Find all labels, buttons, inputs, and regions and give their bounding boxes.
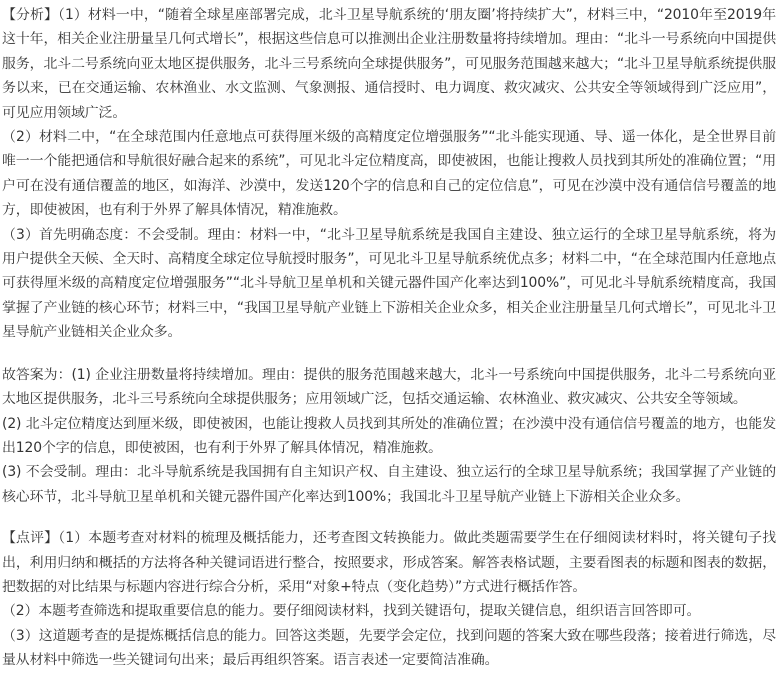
comment-paragraph-3: （3）这道题考查的是提炼概括信息的能力。回答这类题，先要学会定位，找到问题的答案大致在哪些段落；接着进行筛选，尽量从材料中筛选一些关键词句出来；最后再组织答案。语言表述一定要简洁准确。 [2,627,776,669]
answer-paragraph-1: 故答案为：(1) 企业注册数量将持续增加。理由：提供的服务范围越来越大，北斗一号系统向中国提供服务，北斗二号系统向亚太地区提供服务，北斗三号系统向全球提供服务；应用领域广泛，包括交通运输、农林渔业、救灾减灾、公共安全等领域。 [2,366,776,408]
answer-paragraph-2: (2) 北斗定位精度达到厘米级，即使被困，也能让搜救人员找到其所处的准确位置；在沙漠中没有通信信号覆盖的地方，也能发出120个字的信息，即使被困，也有利于外界了解具体情况，精准施救。 [2,415,776,456]
answer-section [2,363,776,509]
analysis-paragraph-2: （2）材料二中，“在全球范围内任意地点可获得厘米级的高精度定位增强服务”“北斗能实现通、导、遥一体化，是全世界目前唯一一个能把通信和导航很好融合起来的系统”，可见北斗定位精度高，即使被困，也能让搜救人员找到其所处的准确位置；“用户可在没有通信覆盖的地区，如海洋、沙漠中，发送120个字的信息和自己的定位信息”，可见在沙漠中没有通信信号覆盖的地方，即使被困，也有利于外界了解具体情况，精准施救。 [2,129,776,219]
comment-paragraph-1: 【点评】（1）本题考查对材料的梳理及概括能力，还考查图文转换能力。做此类题需要学生在仔细阅读材料时，将关键句子找出，利用归纳和概括的方法将各种关键词语进行整合，按照要求，形成答案。解答表格试题，主要看图表的标题和图表的数据，把数据的对比结果与标题内容进行综合分析，采用“对象+特点（变化趋势）”方式进行概括作答。 [2,530,776,595]
document-page [0,3,780,669]
analysis-paragraph-3: （3）首先明确态度：不会受制。理由：材料一中，“北斗卫星导航系统是我国自主建设、独立运行的全球卫星导航系统，将为用户提供全天候、全天时、高精度全球定位导航授时服务”，可见北斗卫星导航系统优点多；材料二中，“在全球范围内任意地点可获得厘米级的高精度定位增强服务”“北斗导航卫星单机和关键元器件国产化率达到100%”，可见北斗导航系统精度高，我国掌握了产业链的核心环节；材料三中，“我国卫星导航产业链上下游相关企业众多，相关企业注册量呈几何式增长”，可见北斗卫星导航产业链相关企业众多。 [2,226,776,341]
comment-paragraph-2: （2）本题考查筛选和提取重要信息的能力。要仔细阅读材料，找到关键语句，提取关键信息，组织语言回答即可。 [2,603,701,620]
answer-paragraph-3: (3) 不会受制。理由：北斗导航系统是我国拥有自主知识产权、自主建设、独立运行的全球卫星导航系统；我国掌握了产业链的核心环节，北斗导航卫星单机和关键元器件国产化率达到100%；我国北斗卫星导航产业链上下游相关企业众多。 [2,464,776,505]
section-spacer [2,509,776,526]
comment-section [2,526,776,672]
analysis-paragraph-1: 【分析】（1）材料一中，“随着全球星座部署完成，北斗卫星导航系统的‘朋友圈’将持续扩大”，材料三中，“2010年至2019年这十年，相关企业注册量呈几何式增长”，根据这些信息可以推测出企业注册数量将持续增加。理由：“北斗一号系统向中国提供服务，北斗二号系统向亚太地区提供服务，北斗三号系统向全球提供服务”，可见服务范围越来越大；“北斗卫星导航系统提供服务以来，已在交通运输、农林渔业、水文监测、气象测报、通信授时、电力调度、救灾减灾、公共安全等领域得到广泛应用”，可见应用领域广泛。 [2,7,776,121]
section-spacer [2,345,776,363]
analysis-section [2,3,776,345]
